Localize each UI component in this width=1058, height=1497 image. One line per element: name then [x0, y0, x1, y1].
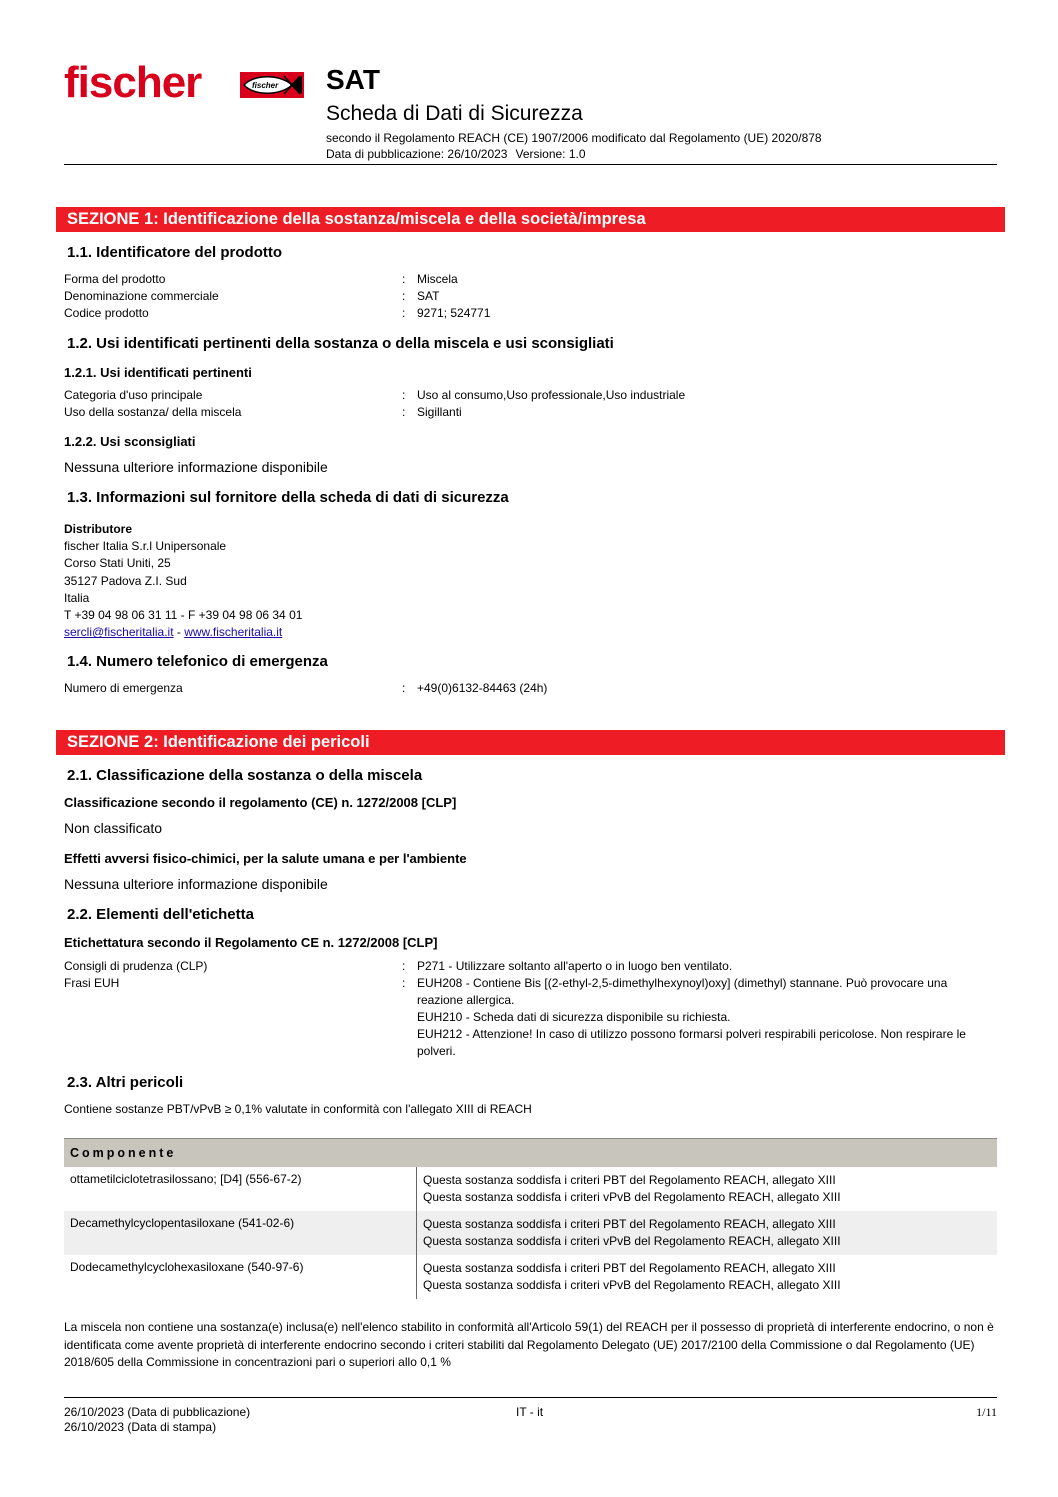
- effects-title: Effetti avversi fisico-chimici, per la salute umana e per l'ambiente: [64, 851, 467, 866]
- table-row: [64, 1211, 997, 1255]
- component-name: Decamethylcyclopentasiloxane (541-02-6): [64, 1211, 417, 1255]
- kv-value: Sigillanti: [417, 405, 462, 419]
- kv-key: Frasi EUH: [64, 976, 120, 990]
- kv-value: Miscela: [417, 272, 458, 286]
- criteria-line: Questa sostanza soddisfa i criteri vPvB del Regolamento REACH, allegato XIII: [423, 1278, 841, 1292]
- component-criteria: [417, 1255, 997, 1299]
- kv-row: Uso della sostanza/ della miscela : Sigillanti: [64, 404, 997, 421]
- s14-table: [64, 680, 997, 697]
- distributor-block: [64, 521, 302, 641]
- component-name: ottametilciclotetrasilossano; [D4] (556-67-2): [64, 1167, 417, 1211]
- fischer-logo: [64, 58, 304, 107]
- endocrine-text: La miscela non contiene una sostanza(e) inclusa(e) nell'elenco stabilito in conformità all'Articolo 59(1) del REACH per il possesso di proprietà di interferente endocrino, o non è identificata come avente proprietà di interferente endocrino secondo i criteri stabiliti dal Regolamento Delegato (UE) 2017/2100 della Commissione o dal Regolamento (UE) 2018/605 della Commissione in concentrazioni pari o superiori allo 0,1 %: [64, 1320, 994, 1369]
- kv-value: Uso al consumo,Uso professionale,Uso industriale: [417, 388, 686, 402]
- s23-title: 2.3. Altri pericoli: [67, 1074, 184, 1091]
- kv-row: Consigli di prudenza (CLP) : P271 - Utilizzare soltanto all'aperto o in luogo ben ventilato.: [64, 958, 997, 975]
- distributor-line: Italia: [64, 590, 90, 605]
- publication-line: [326, 147, 594, 161]
- euh-list: [417, 975, 997, 1060]
- euh-item: EUH208 - Contiene Bis [(2-ethyl-2,5-dimethylhexynoyl)oxy] (dimethyl) stannane. Può provocare una reazione allergica.: [417, 976, 948, 1007]
- criteria-line: Questa sostanza soddisfa i criteri vPvB del Regolamento REACH, allegato XIII: [423, 1190, 841, 1204]
- kv-row: Codice prodotto : 9271; 524771: [64, 305, 997, 322]
- table-row: [64, 1167, 997, 1211]
- component-name: Dodecamethylcyclohexasiloxane (540-97-6): [64, 1255, 417, 1299]
- label-table: [64, 958, 997, 1060]
- email-link[interactable]: sercli@fischeritalia.it: [64, 625, 174, 640]
- contact-links: [64, 624, 302, 641]
- fish-logo-icon: [240, 72, 304, 98]
- kv-key: Codice prodotto: [64, 306, 149, 320]
- kv-row: Categoria d'uso principale : Uso al consumo,Uso professionale,Uso industriale: [64, 387, 997, 404]
- pbt-text: Contiene sostanze PBT/vPvB ≥ 0,1% valutate in conformità con l'allegato XIII di REACH: [64, 1102, 532, 1116]
- kv-row: Forma del prodotto : Miscela: [64, 271, 997, 288]
- s12-title: 1.2. Usi identificati pertinenti della sostanza o della miscela e usi sconsigliati: [67, 335, 614, 352]
- euh-item: EUH210 - Scheda dati di sicurezza disponibile su richiesta.: [417, 1010, 731, 1024]
- s13-title: 1.3. Informazioni sul fornitore della scheda di dati di sicurezza: [67, 489, 509, 506]
- brand-wordmark: fischer: [64, 58, 202, 107]
- kv-row: Denominazione commerciale : SAT: [64, 288, 997, 305]
- kv-key: Uso della sostanza/ della miscela: [64, 405, 242, 419]
- kv-key: Denominazione commerciale: [64, 289, 219, 303]
- distributor-line: Corso Stati Uniti, 25: [64, 556, 171, 571]
- distributor-label: Distributore: [64, 522, 133, 536]
- criteria-line: Questa sostanza soddisfa i criteri PBT del Regolamento REACH, allegato XIII: [423, 1173, 836, 1187]
- s21-title: 2.1. Classificazione della sostanza o della miscela: [67, 767, 423, 784]
- page-footer: [64, 1397, 997, 1434]
- kv-key: Categoria d'uso principale: [64, 388, 203, 402]
- s22-title: 2.2. Elementi dell'etichetta: [67, 906, 254, 923]
- kv-row: Numero di emergenza : +49(0)6132-84463 (24h): [64, 680, 997, 697]
- label-title: Etichettatura secondo il Regolamento CE n. 1272/2008 [CLP]: [64, 935, 438, 950]
- components-table: [64, 1138, 997, 1299]
- clp-text: Non classificato: [64, 820, 163, 836]
- kv-value: 9271; 524771: [417, 306, 491, 320]
- component-criteria: [417, 1167, 997, 1211]
- criteria-line: Questa sostanza soddisfa i criteri PBT del Regolamento REACH, allegato XIII: [423, 1261, 836, 1275]
- publication-date: Data di pubblicazione: 26/10/2023: [326, 147, 508, 161]
- kv-key: Consigli di prudenza (CLP): [64, 959, 208, 973]
- kv-key: Forma del prodotto: [64, 272, 166, 286]
- website-link[interactable]: www.fischeritalia.it: [184, 625, 283, 640]
- footer-print-date: 26/10/2023 (Data di stampa): [64, 1420, 217, 1434]
- table-header: Componente: [64, 1138, 997, 1167]
- s11-table: [64, 271, 997, 322]
- s121-table: [64, 387, 997, 421]
- svg-text:fischer: fischer: [252, 81, 279, 90]
- table-row: [64, 1255, 997, 1299]
- clp-title: Classificazione secondo il regolamento (CE) n. 1272/2008 [CLP]: [64, 795, 457, 810]
- kv-value: P271 - Utilizzare soltanto all'aperto o in luogo ben ventilato.: [417, 959, 733, 973]
- s122-title: 1.2.2. Usi sconsigliati: [64, 434, 196, 449]
- effects-text: Nessuna ulteriore informazione disponibile: [64, 876, 328, 892]
- distributor-line: fischer Italia S.r.l Unipersonale: [64, 539, 227, 554]
- section-2-title: SEZIONE 2: Identificazione dei pericoli: [56, 730, 1005, 755]
- distributor-line: T +39 04 98 06 31 11 - F +39 04 98 06 34 01: [64, 608, 303, 623]
- euh-item: EUH212 - Attenzione! In caso di utilizzo possono formarsi polveri respirabili pericolose. Non respirare le polveri.: [417, 1027, 966, 1058]
- s121-title: 1.2.1. Usi identificati pertinenti: [64, 365, 252, 380]
- page-number: 1/11: [976, 1405, 997, 1419]
- product-name: SAT: [326, 64, 380, 95]
- s122-text: Nessuna ulteriore informazione disponibile: [64, 459, 328, 475]
- kv-row: Frasi EUH : EUH208 - Contiene Bis [(2-ethyl-2,5-dimethylhexynoyl)oxy] (dimethyl) stannane. Può provocare una reazione allergica. EUH210 - Scheda dati di sicurezza disponibile su richiesta. EUH212 - Attenzione! In caso di utilizzo possono formarsi polveri respirabili pericolose. Non respirare le polveri.: [64, 975, 997, 1060]
- criteria-line: Questa sostanza soddisfa i criteri PBT del Regolamento REACH, allegato XIII: [423, 1217, 836, 1231]
- component-criteria: [417, 1211, 997, 1255]
- s11-title: 1.1. Identificatore del prodotto: [67, 244, 283, 261]
- s14-title: 1.4. Numero telefonico di emergenza: [67, 653, 328, 670]
- kv-value: +49(0)6132-84463 (24h): [417, 681, 548, 695]
- footer-language: IT - it: [516, 1405, 544, 1419]
- kv-key: Numero di emergenza: [64, 681, 183, 695]
- version: Versione: 1.0: [515, 147, 586, 161]
- footer-dates: [64, 1405, 250, 1435]
- criteria-line: Questa sostanza soddisfa i criteri vPvB del Regolamento REACH, allegato XIII: [423, 1234, 841, 1248]
- document-header: [64, 58, 997, 165]
- kv-value: SAT: [417, 289, 440, 303]
- section-1-title: SEZIONE 1: Identificazione della sostanza/miscela e della società/impresa: [56, 207, 1005, 232]
- regulation-line: secondo il Regolamento REACH (CE) 1907/2006 modificato dal Regolamento (UE) 2020/878: [326, 131, 822, 145]
- footer-pub-date: 26/10/2023 (Data di pubblicazione): [64, 1405, 251, 1419]
- document-title: Scheda di Dati di Sicurezza: [326, 102, 583, 125]
- distributor-line: 35127 Padova Z.I. Sud: [64, 573, 187, 588]
- link-separator: -: [173, 625, 185, 640]
